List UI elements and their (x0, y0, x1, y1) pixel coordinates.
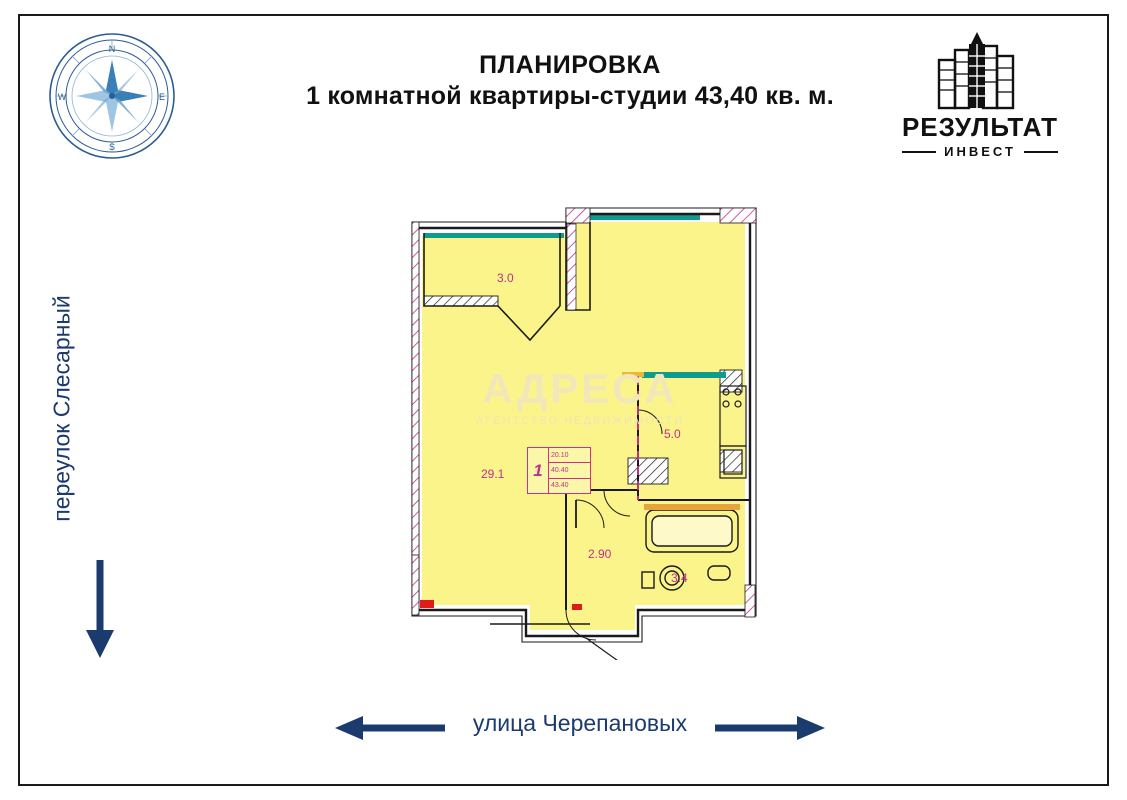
street-label-bottom: улица Черепановых (472, 710, 688, 736)
stamp-row-total-area: 43.40 (551, 482, 569, 490)
title-line-2: 1 комнатной квартиры-студии 43,40 кв. м. (306, 82, 834, 110)
compass-rose-icon (48, 32, 176, 160)
street-arrow-left-bottom-icon (335, 715, 445, 741)
svg-text:S: S (108, 142, 116, 152)
room-area-hall: 2.90 (588, 547, 612, 561)
title-line-1: ПЛАНИРОВКА (479, 51, 661, 79)
street-arrow-right-bottom-icon (715, 715, 825, 741)
svg-text:E: E (158, 92, 166, 102)
room-area-balcony: 3.0 (497, 271, 514, 285)
logo-rule-right (1024, 151, 1058, 153)
svg-text:W: W (57, 92, 67, 102)
logo-name: РЕЗУЛЬТАТ (901, 112, 1059, 142)
watermark-title: АДРЕСА (482, 365, 678, 412)
svg-text:N: N (108, 44, 116, 54)
floorplan-drawing (390, 200, 770, 660)
watermark-subtitle: АГЕНТСТВО НЕДВИЖИМОСТИ (475, 415, 685, 427)
room-area-living-room: 29.1 (481, 467, 505, 481)
logo-subtitle-row (890, 144, 1070, 159)
street-arrow-left-icon (82, 560, 118, 660)
logo-subtitle: ИНВЕСТ (944, 144, 1016, 159)
stamp-row-usable-area: 40.40 (549, 463, 590, 478)
apartment-stamp-rows (549, 448, 590, 493)
apartment-stamp (527, 447, 591, 494)
apartment-number: 1 (528, 448, 549, 493)
building-icon (925, 30, 1035, 110)
page-title (270, 50, 870, 112)
room-area-bathroom: 3.4 (671, 571, 688, 585)
stamp-row-living-area: 20.10 (549, 448, 590, 463)
room-area-kitchen: 5.0 (664, 427, 681, 441)
company-logo (890, 30, 1070, 165)
logo-rule-left (902, 151, 936, 153)
street-label-left: переулок Слесарный (48, 295, 75, 522)
